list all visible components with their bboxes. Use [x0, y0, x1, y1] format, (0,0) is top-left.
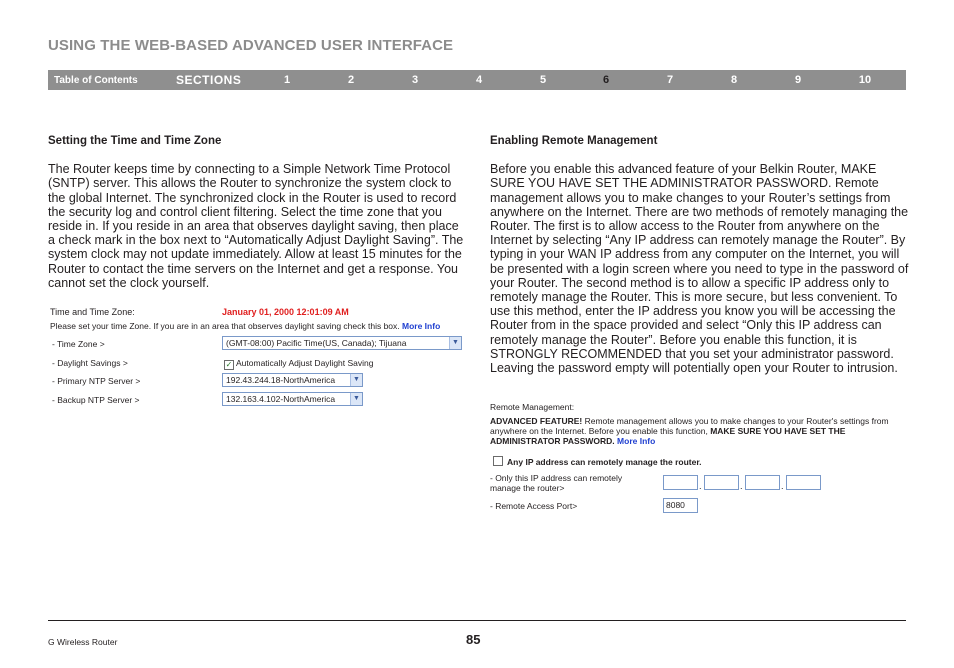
tz-title: Time and Time Zone:	[50, 307, 135, 317]
any-ip-option[interactable]	[493, 456, 702, 467]
section-link-10[interactable]: 10	[858, 74, 872, 86]
tz-more-info-link[interactable]: More Info	[402, 321, 441, 331]
table-of-contents-link[interactable]: Table of Contents	[54, 75, 138, 86]
page-header-title: USING THE WEB-BASED ADVANCED USER INTERFACE	[48, 37, 454, 54]
ip-octet-2-input[interactable]	[704, 475, 739, 490]
section-link-3[interactable]: 3	[411, 74, 419, 86]
backup-ntp-label: - Backup NTP Server >	[52, 395, 140, 405]
ip-octet-3-input[interactable]	[745, 475, 780, 490]
remote-management-body: Before you enable this advanced feature of your Belkin Router, MAKE SURE YOU HAVE SET THE ADMINISTRATOR PASSWORD. Remote management allows you to make changes to your Router’s settings from anywhere on the Internet. There are two methods of remotely managing the Router. The first is to allow access to the Router from anywhere on the Internet by selecting “Any IP address can remotely manage the Router”. By typing in your WAN IP address from any computer on the Internet, you will be presented with a login screen where you need to type in the password of your Router. The second method is to allow a specific IP address only to remotely manage the Router. This is more secure, but less convenient. To use this method, enter the IP address you know you will be accessing the Router from in the space provided and select “Only this IP address can remotely manage the Router”. Before you enable this function, it is STRONGLY RECOMMENDED that you set your administrator password. Leaving the password empty will potentially open your Router to intrusion.	[490, 162, 909, 376]
primary-ntp-value: 192.43.244.18-NorthAmerica	[226, 375, 336, 385]
primary-ntp-label: - Primary NTP Server >	[52, 376, 141, 386]
footer-divider	[48, 620, 906, 621]
backup-ntp-value: 132.163.4.102-NorthAmerica	[226, 394, 336, 404]
time-zone-label: - Time Zone >	[52, 339, 105, 349]
ip-dot-2: .	[740, 481, 743, 491]
primary-ntp-select[interactable]	[222, 373, 363, 387]
tz-note-text: Please set your time Zone. If you are in an area that observes daylight saving check this box.	[50, 321, 400, 331]
chevron-down-icon: ▼	[350, 393, 362, 405]
section-link-1[interactable]: 1	[283, 74, 291, 86]
time-zone-value: (GMT-08:00) Pacific Time(US, Canada); Tijuana	[226, 338, 407, 348]
tz-clock: January 01, 2000 12:01:09 AM	[222, 307, 349, 317]
remote-management-screenshot	[490, 400, 906, 520]
time-zone-body: The Router keeps time by connecting to a Simple Network Time Protocol (SNTP) server. This allows the Router to synchronize the system clock to the global Internet. The synchronized clock in the Router is used to record the security log and control client filtering. Select the time zone that you reside in. If you reside in an area that observes daylight saving, then place a check mark in the box next to “Automatically Adjust Daylight Saving”. The system clock may not update immediately. Allow at least 15 minutes for the Router to contact the time servers on the Internet and get a response. You cannot set the clock yourself.	[48, 162, 464, 290]
time-zone-screenshot	[48, 305, 468, 415]
page-number: 85	[466, 632, 481, 647]
ip-octet-1-input[interactable]	[663, 475, 698, 490]
remote-management-section	[490, 134, 910, 375]
ip-dot-1: .	[699, 481, 702, 491]
sections-label: SECTIONS	[176, 73, 242, 87]
rm-warn-bold: ADVANCED FEATURE!	[490, 416, 583, 426]
section-link-9[interactable]: 9	[794, 74, 802, 86]
daylight-savings-label: - Daylight Savings >	[52, 358, 128, 368]
section-link-6-active[interactable]: 6	[602, 74, 610, 86]
tz-note	[50, 321, 440, 331]
time-zone-section	[48, 134, 466, 290]
remote-port-input[interactable]: 8080	[663, 498, 698, 513]
section-link-7[interactable]: 7	[666, 74, 674, 86]
rm-warn-text: Remote management allows you to make changes to your Router's settings from anywhere on the Internet. Before you enable this function,	[490, 416, 889, 436]
daylight-savings-text: Automatically Adjust Daylight Saving	[236, 358, 374, 368]
checkbox-unchecked-icon[interactable]	[493, 456, 503, 466]
section-navbar	[48, 70, 906, 90]
chevron-down-icon: ▼	[449, 337, 461, 349]
section-link-4[interactable]: 4	[475, 74, 483, 86]
remote-port-label: - Remote Access Port>	[490, 501, 578, 511]
rm-warn-caps: MAKE SURE YOU HAVE SET THE ADMINISTRATOR PASSWORD.	[490, 426, 846, 446]
chevron-down-icon: ▼	[350, 374, 362, 386]
rm-more-info-link[interactable]: More Info	[617, 436, 656, 446]
footer-product-name: G Wireless Router	[48, 637, 118, 647]
any-ip-text: Any IP address can remotely manage the router.	[507, 457, 702, 467]
time-zone-select[interactable]	[222, 336, 462, 350]
section-link-2[interactable]: 2	[347, 74, 355, 86]
checkbox-checked-icon[interactable]: ✓	[225, 360, 233, 369]
ip-octet-4-input[interactable]	[786, 475, 821, 490]
remote-management-heading: Enabling Remote Management	[490, 135, 658, 147]
section-link-8[interactable]: 8	[730, 74, 738, 86]
section-link-5[interactable]: 5	[539, 74, 547, 86]
rm-warning	[490, 416, 900, 446]
daylight-savings-option[interactable]	[224, 358, 374, 370]
rm-title: Remote Management:	[490, 402, 575, 412]
backup-ntp-select[interactable]	[222, 392, 363, 406]
only-ip-label: - Only this IP address can remotely manage the router>	[490, 473, 623, 493]
ip-dot-3: .	[781, 481, 784, 491]
time-zone-heading: Setting the Time and Time Zone	[48, 135, 222, 147]
